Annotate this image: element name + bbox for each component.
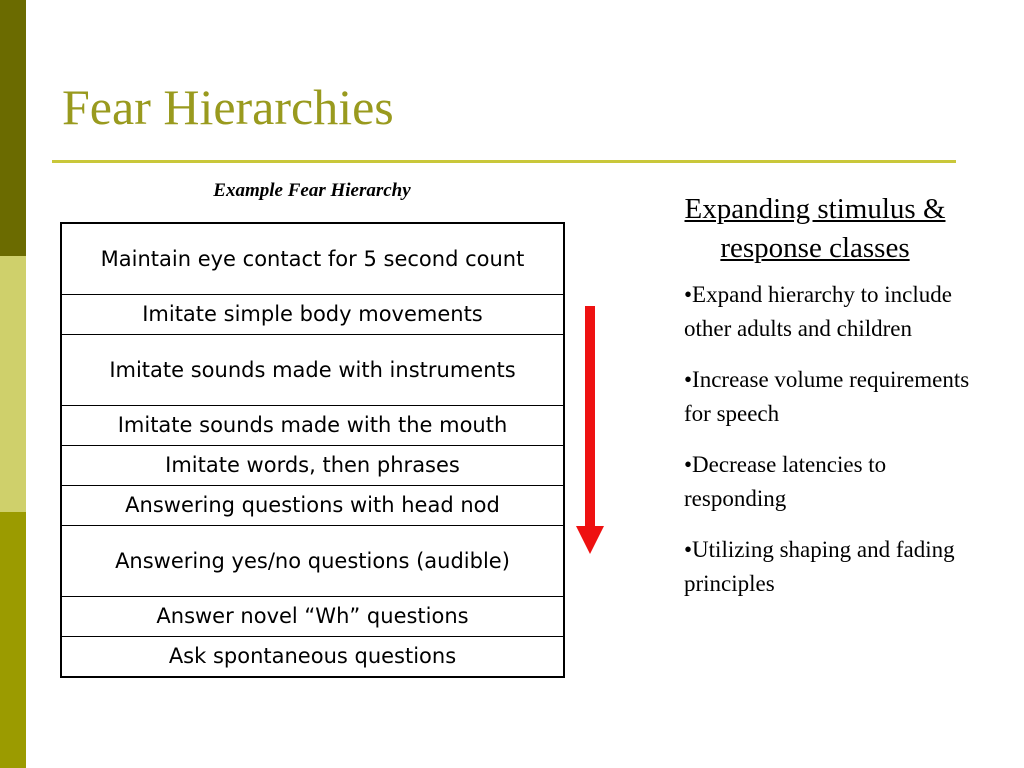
list-item: •Decrease latencies to responding — [684, 452, 887, 511]
table-row — [61, 223, 564, 295]
list-item: •Utilizing shaping and fading principles — [684, 537, 955, 596]
table-row — [61, 637, 564, 678]
table-row — [61, 335, 564, 406]
table-caption: Example Fear Hierarchy — [213, 180, 411, 201]
table-row — [61, 406, 564, 446]
table-cell: Answer novel “Wh” questions — [61, 597, 564, 637]
title-underline — [52, 160, 956, 163]
table-cell: Imitate simple body movements — [61, 295, 564, 335]
list-item: •Expand hierarchy to include other adults and children — [684, 282, 952, 341]
table-cell: Answering yes/no questions (audible) — [61, 526, 564, 597]
table-cell: Imitate sounds made with the mouth — [61, 406, 564, 446]
decor-bar-middle — [0, 256, 26, 512]
table-row — [61, 526, 564, 597]
list-item: •Increase volume requirements for speech — [684, 367, 970, 426]
table-row — [61, 446, 564, 486]
decor-bar-bottom — [0, 512, 26, 768]
fear-hierarchy-table — [60, 222, 565, 678]
slide-title: Fear Hierarchies — [62, 79, 394, 135]
decor-bar-top — [0, 0, 26, 256]
table-cell: Imitate sounds made with instruments — [61, 335, 564, 406]
table-cell: Imitate words, then phrases — [61, 446, 564, 486]
down-arrow-icon — [574, 306, 606, 556]
table-row — [61, 486, 564, 526]
table-row — [61, 295, 564, 335]
table-cell: Maintain eye contact for 5 second count — [61, 223, 564, 295]
side-panel — [650, 190, 980, 618]
bullet-list — [650, 278, 980, 601]
table-cell: Ask spontaneous questions — [61, 637, 564, 678]
table-cell: Answering questions with head nod — [61, 486, 564, 526]
side-heading: Expanding stimulus & response classes — [684, 193, 946, 264]
table-row — [61, 597, 564, 637]
